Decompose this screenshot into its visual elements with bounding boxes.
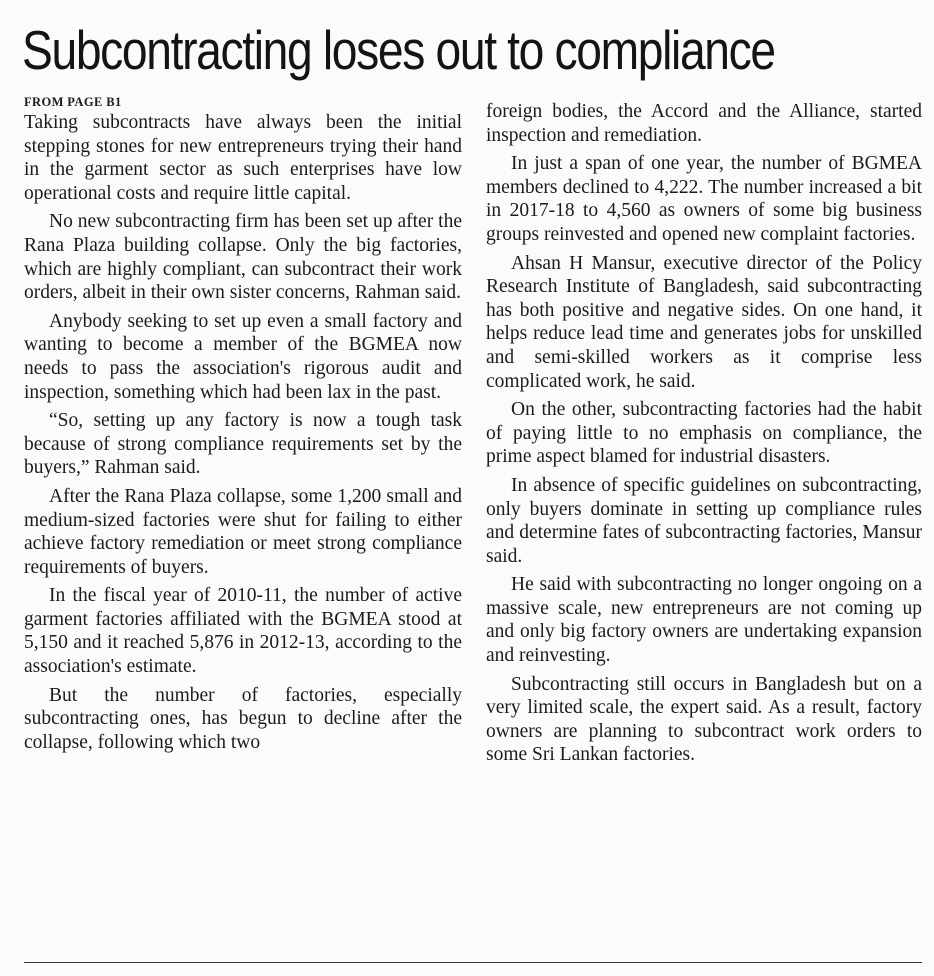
article-column-right: [486, 100, 922, 772]
paragraph: Taking subcontracts have always been the initial stepping stones for new entrepreneurs trying their hand in the garment sector as such enterprises have low operational costs and require little capital.: [24, 112, 462, 204]
paragraph: After the Rana Plaza collapse, some 1,200 small and medium-sized factories were shut for failing to either achieve factory remediation or meet strong compliance requirements of buyers.: [24, 485, 462, 578]
continuation-kicker: FROM PAGE B1: [24, 95, 122, 109]
paragraph: In absence of specific guidelines on subcontracting, only buyers dominate in setting up compliance rules and determine fates of subcontracting factories, Mansur said.: [486, 474, 922, 567]
paragraph: “So, setting up any factory is now a tough task because of strong compliance requirements set by the buyers,” Rahman said.: [24, 410, 462, 479]
paragraph: No new subcontracting firm has been set up after the Rana Plaza building collapse. Only the big factories, which are highly compliant, can subcontract their work orders, albeit in their own sister concerns, Rahman said.: [24, 211, 462, 304]
paragraph: He said with subcontracting no longer ongoing on a massive scale, new entrepreneurs are not coming up and only big factory owners are undertaking expansion and reinvesting.: [486, 574, 922, 667]
paragraph: Ahsan H Mansur, executive director of the Policy Research Institute of Bangladesh, said subcontracting has both positive and negative sides. On one hand, it helps reduce lead time and generates jobs for unskilled and semi-skilled workers as it comprise less complicated work, he said.: [486, 252, 922, 392]
paragraph: On the other, subcontracting factories had the habit of paying little to no emphasis on compliance, the prime aspect blamed for industrial disasters.: [486, 399, 922, 468]
paragraph: Subcontracting still occurs in Bangladesh but on a very limited scale, the expert said. As a result, factory owners are planning to subcontract work orders to some Sri Lankan factories.: [486, 673, 922, 766]
paragraph: Anybody seeking to set up even a small factory and wanting to become a member of the BGMEA now needs to pass the association's rigorous audit and inspection, something which had been lax in the past.: [24, 310, 462, 403]
headline: Subcontracting loses out to compliance: [22, 19, 775, 81]
paragraph: In the fiscal year of 2010-11, the number of active garment factories affiliated with the BGMEA stood at 5,150 and it reached 5,876 in 2012-13, according to the association's estimate.: [24, 585, 462, 678]
paragraph: In just a span of one year, the number of BGMEA members declined to 4,222. The number increased a bit in 2017-18 to 4,560 as owners of some big business groups reinvested and opened new complaint factories.: [486, 153, 922, 245]
paragraph: But the number of factories, especially subcontracting ones, has begun to decline after the collapse, following which two: [24, 684, 462, 753]
paragraph: foreign bodies, the Accord and the Alliance, started inspection and remediation.: [486, 101, 922, 146]
article-column-left: [24, 96, 462, 759]
bottom-rule: [24, 962, 922, 963]
